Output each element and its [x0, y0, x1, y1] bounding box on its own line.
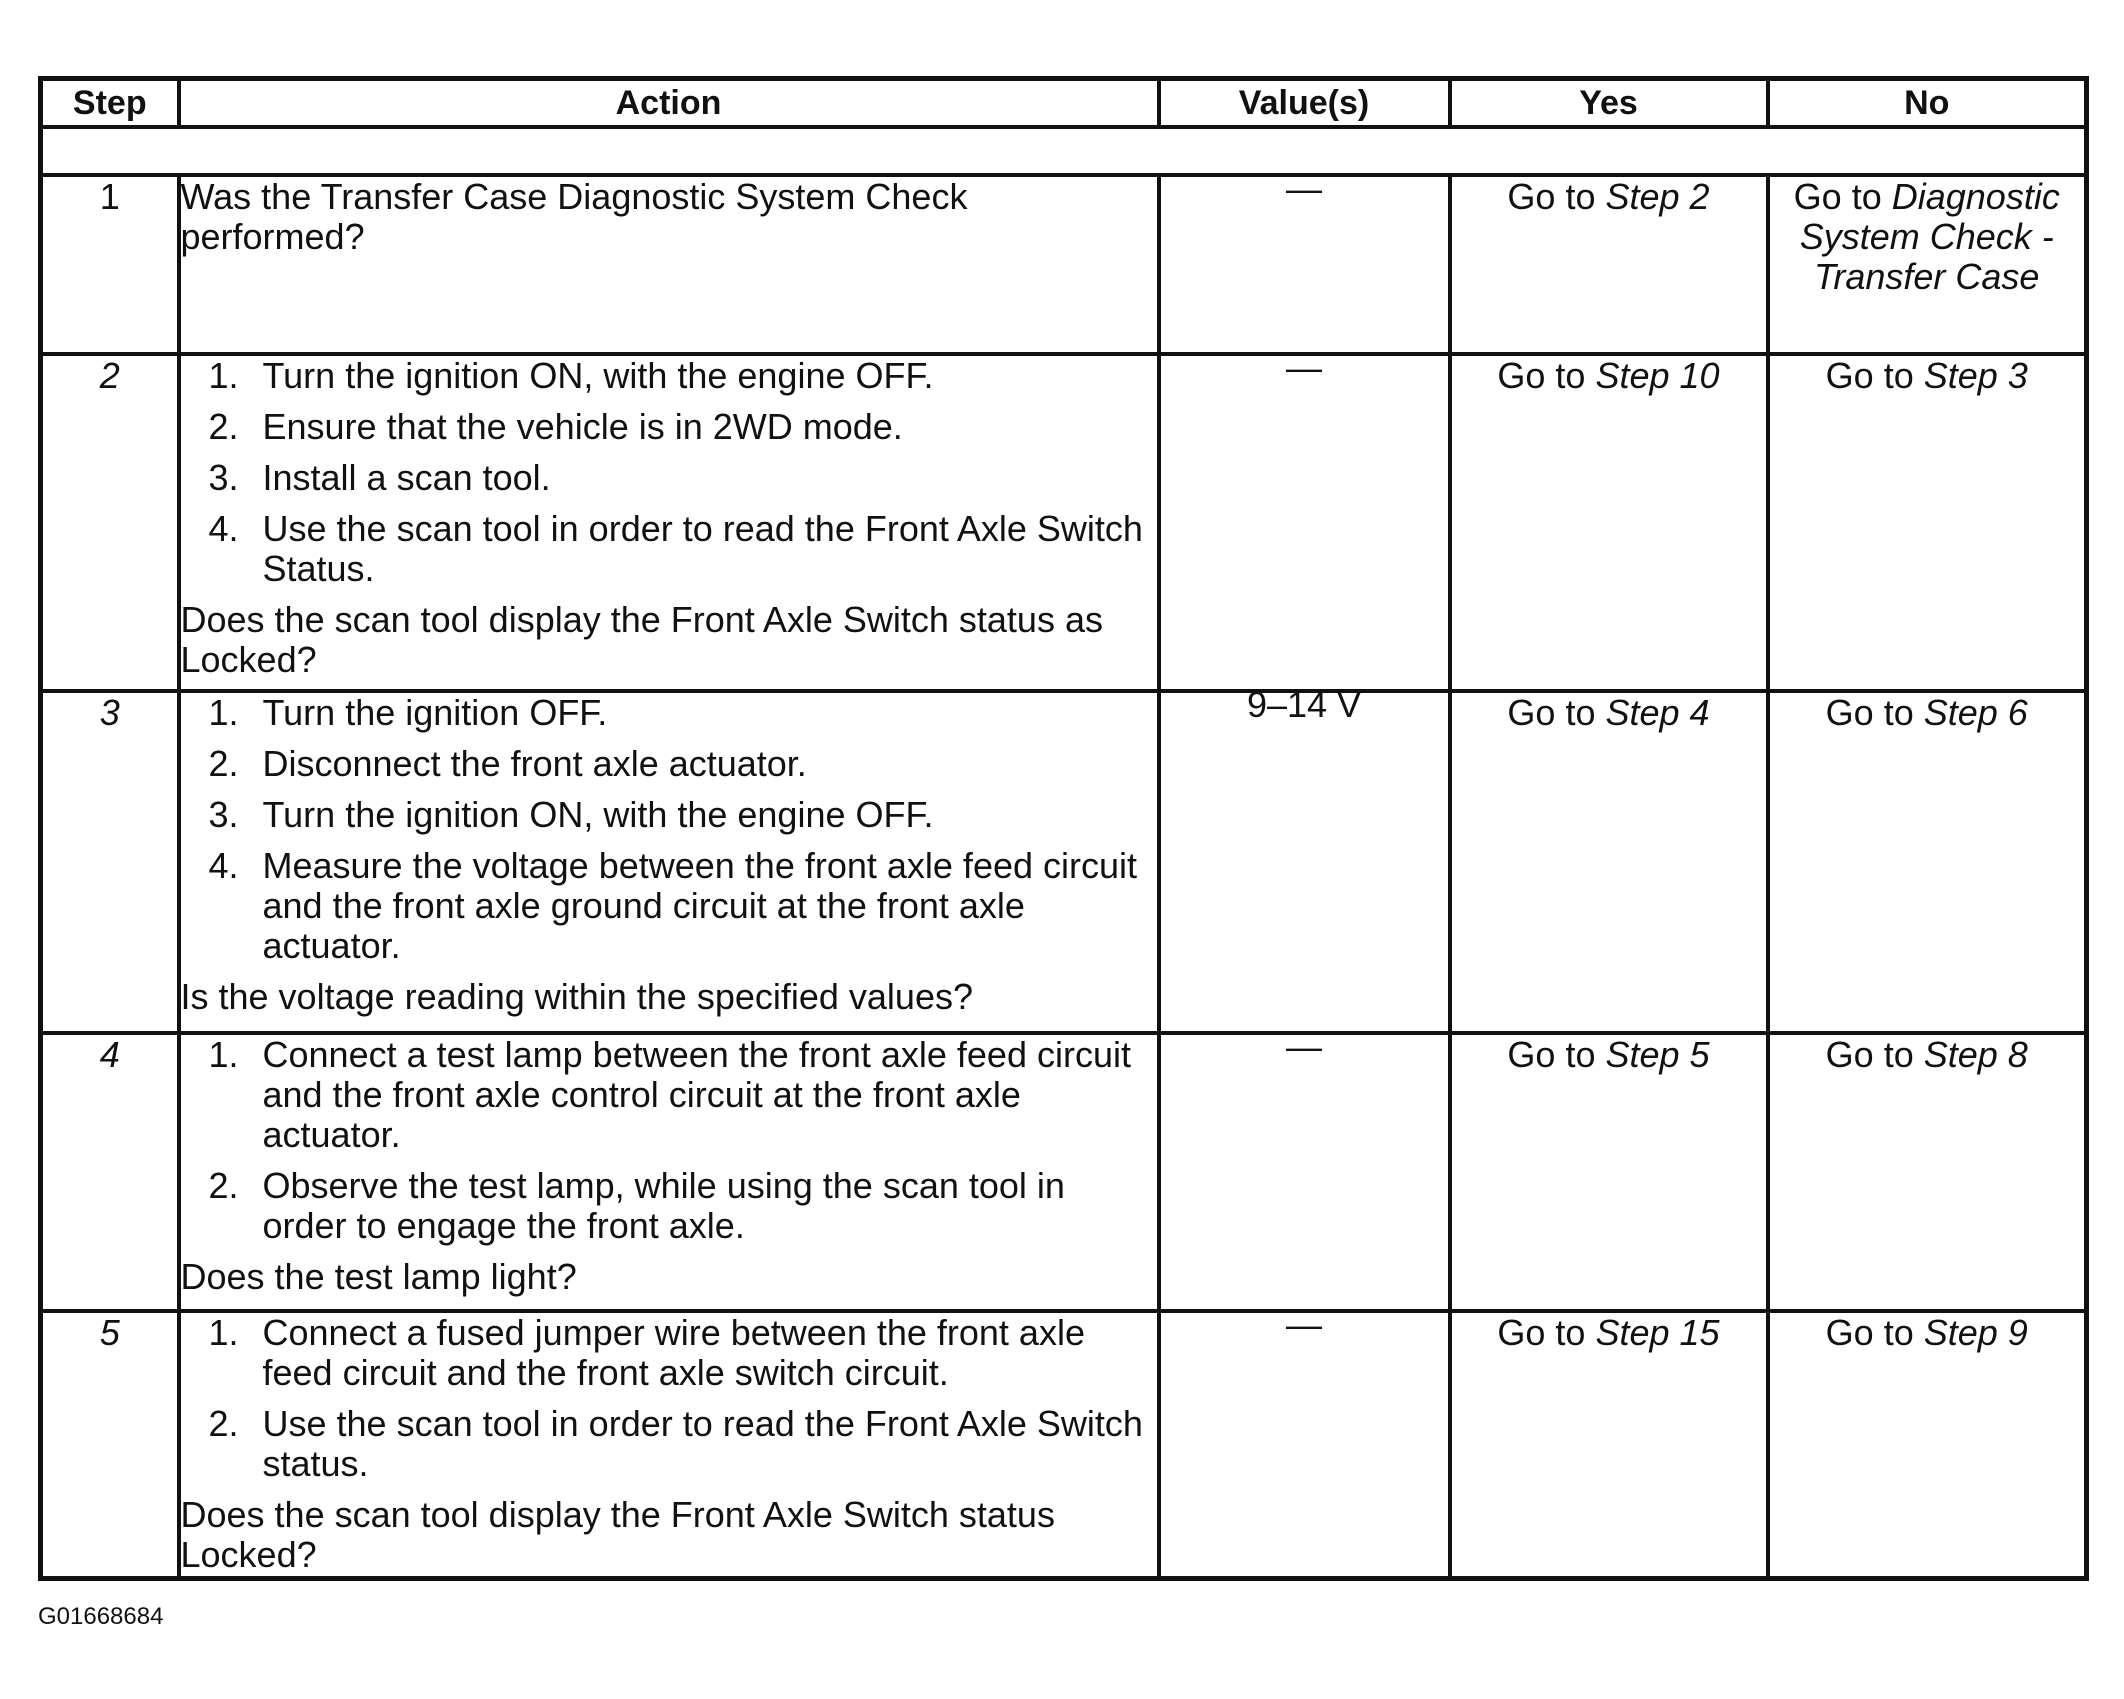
value-text: — [1286, 1303, 1322, 1345]
yes-target-link[interactable]: Step 4 [1605, 692, 1710, 734]
action-cell [179, 1033, 1159, 1311]
yes-target-link[interactable]: Step 10 [1595, 354, 1720, 396]
action-cell [179, 354, 1159, 691]
action-steps-list [181, 693, 1157, 966]
no-target-link[interactable]: Step 3 [1923, 354, 2028, 396]
step-number: 4 [41, 1033, 179, 1311]
table-row [41, 1033, 2087, 1311]
action-steps-list [181, 1313, 1157, 1484]
action-steps-list [181, 356, 1157, 589]
table-row [41, 1311, 2087, 1579]
header-action: Action [179, 79, 1159, 127]
no-cell [1768, 175, 2087, 354]
header-values: Value(s) [1159, 79, 1450, 127]
action-step: 4. Use the scan tool in order to read the Front Axle Switch Status. [249, 509, 1157, 589]
action-steps-list [181, 1035, 1157, 1246]
no-cell [1768, 691, 2087, 1032]
figure-code: G01668684 [38, 1603, 164, 1630]
action-step: 1. Turn the ignition OFF. [249, 693, 1157, 733]
table-header-row [41, 79, 2087, 127]
action-cell [179, 691, 1159, 1032]
action-step: 2. Ensure that the vehicle is in 2WD mode. [249, 407, 1157, 447]
value-cell [1159, 1303, 1450, 1579]
no-target-link[interactable]: Step 6 [1923, 692, 2028, 734]
yes-cell [1450, 354, 1768, 691]
step-number: 5 [41, 1311, 179, 1579]
header-no: No [1768, 79, 2087, 127]
question-text: Does the scan tool display the Front Axle Switch status Locked? [180, 1493, 1055, 1575]
no-prefix: Go to [1825, 1033, 1924, 1075]
yes-target-link[interactable]: Step 15 [1595, 1311, 1720, 1353]
action-step: 1. Connect a fused jumper wire between the front axle feed circuit and the front axle switch circuit. [249, 1313, 1157, 1393]
yes-target-link[interactable]: Step 2 [1605, 175, 1710, 217]
header-step: Step [41, 79, 179, 127]
question-text: Was the Transfer Case Diagnostic System Check performed? [180, 175, 968, 257]
no-cell [1768, 1033, 2087, 1311]
question-text: Is the voltage reading within the specified values? [180, 976, 973, 1018]
action-cell [179, 1311, 1159, 1579]
step-number: 2 [41, 354, 179, 691]
value-cell [1159, 684, 1450, 1032]
spacer-row [41, 127, 2087, 175]
action-step: 1. Turn the ignition ON, with the engine OFF. [249, 356, 1157, 396]
question-text: Does the scan tool display the Front Axle Switch status as Locked? [180, 598, 1103, 680]
yes-cell [1450, 691, 1768, 1032]
no-target-link[interactable]: Step 8 [1923, 1033, 2028, 1075]
value-text: 9–14 V [1246, 684, 1362, 726]
step-number: 1 [41, 175, 179, 354]
yes-cell [1450, 1033, 1768, 1311]
action-step: 2. Observe the test lamp, while using the scan tool in order to engage the front axle. [249, 1166, 1157, 1246]
action-step: 4. Measure the voltage between the front axle feed circuit and the front axle ground circuit at the front axle actuator. [249, 846, 1157, 966]
value-cell [1159, 167, 1450, 354]
yes-prefix: Go to [1507, 1033, 1606, 1075]
action-step: 3. Turn the ignition ON, with the engine OFF. [249, 795, 1157, 835]
diagnostic-table [38, 76, 2089, 1581]
no-prefix: Go to [1825, 1311, 1924, 1353]
step-number: 3 [41, 691, 179, 1032]
no-cell [1768, 1311, 2087, 1579]
yes-target-link[interactable]: Step 5 [1605, 1033, 1710, 1075]
yes-cell [1450, 1311, 1768, 1579]
value-text: — [1286, 167, 1322, 209]
spacer-cell [41, 127, 2087, 175]
table-row [41, 354, 2087, 691]
no-prefix: Go to [1825, 354, 1924, 396]
action-cell [179, 175, 1159, 354]
yes-cell [1450, 175, 1768, 354]
yes-prefix: Go to [1507, 175, 1606, 217]
value-cell [1159, 1025, 1450, 1311]
yes-prefix: Go to [1497, 354, 1596, 396]
table-row [41, 691, 2087, 1032]
no-target-link[interactable]: Diagnostic System Check - Transfer Case [1799, 175, 2060, 297]
question-text: Does the test lamp light? [180, 1255, 577, 1297]
header-yes: Yes [1450, 79, 1768, 127]
yes-prefix: Go to [1507, 692, 1606, 734]
no-cell [1768, 354, 2087, 691]
value-text: — [1286, 1025, 1322, 1067]
action-step: 3. Install a scan tool. [249, 458, 1157, 498]
value-cell [1159, 346, 1450, 691]
action-step: 2. Use the scan tool in order to read the Front Axle Switch status. [249, 1404, 1157, 1484]
action-step: 1. Connect a test lamp between the front axle feed circuit and the front axle control circuit at the front axle actuator. [249, 1035, 1157, 1155]
value-text: — [1286, 346, 1322, 388]
no-prefix: Go to [1825, 692, 1924, 734]
no-prefix: Go to [1793, 175, 1892, 217]
action-step: 2. Disconnect the front axle actuator. [249, 744, 1157, 784]
no-target-link[interactable]: Step 9 [1923, 1311, 2028, 1353]
table-row [41, 175, 2087, 354]
yes-prefix: Go to [1497, 1311, 1596, 1353]
